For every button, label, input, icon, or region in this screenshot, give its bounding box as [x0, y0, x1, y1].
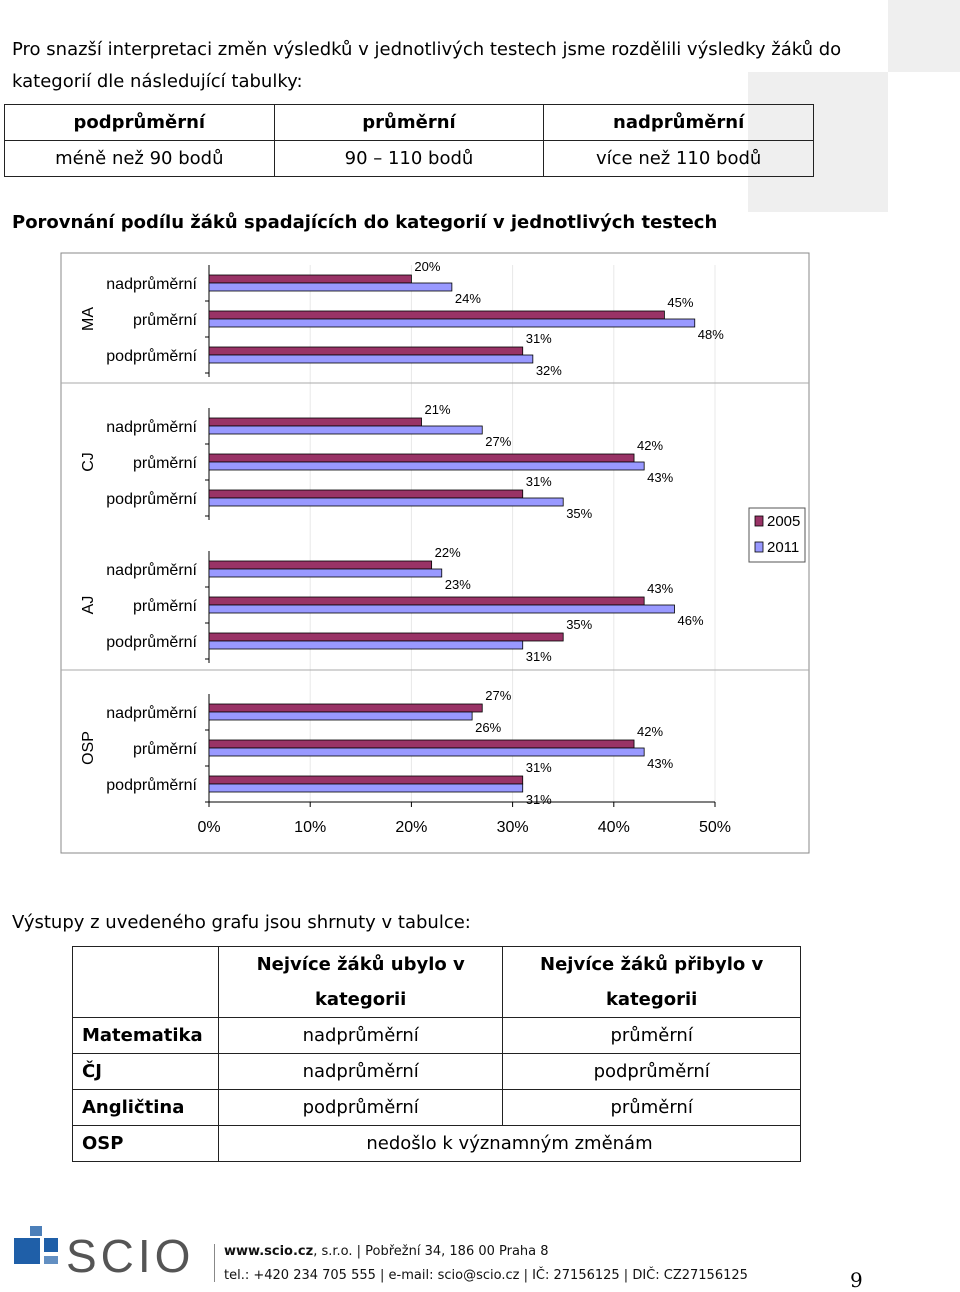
data-label-2005: 20% [414, 259, 441, 274]
x-tick-label: 40% [597, 819, 630, 836]
bar-2005 [209, 454, 634, 462]
table-cell: méně než 90 bodů [5, 141, 275, 177]
bar-2005 [209, 311, 664, 319]
group-label: AJ [80, 595, 97, 615]
bar-2011 [209, 605, 675, 613]
bar-2005 [209, 776, 523, 784]
x-tick-label: 20% [395, 819, 428, 836]
category-label: nadprůměrní [106, 419, 197, 436]
table-row [73, 947, 801, 1018]
bar-2005 [209, 633, 563, 641]
bar-2005 [209, 418, 422, 426]
table-row [73, 1018, 801, 1054]
table-corner-cell [73, 947, 219, 1018]
bar-2011 [209, 784, 523, 792]
footer-text [224, 1240, 748, 1288]
data-label-2011: 43% [647, 756, 674, 771]
bar-2011 [209, 462, 644, 470]
footer-company: , s.r.o. | Pobřežní 34, 186 00 Praha 8 [313, 1244, 549, 1259]
logo-text: SCIO [66, 1230, 195, 1282]
data-label-2005: 35% [566, 617, 593, 632]
table-cell: podprůměrní [503, 1054, 801, 1090]
category-label: nadprůměrní [106, 276, 197, 293]
data-label-2005: 21% [424, 402, 451, 417]
category-label: průměrní [132, 455, 197, 472]
data-label-2011: 35% [566, 506, 593, 521]
table-header-cell: průměrní [274, 105, 544, 141]
data-label-2011: 31% [525, 649, 552, 664]
table-cell: průměrní [503, 1018, 801, 1054]
decorative-square [888, 0, 960, 72]
bar-2011 [209, 498, 563, 506]
bar-2011 [209, 426, 482, 434]
data-label-2005: 31% [525, 331, 552, 346]
table-row [5, 141, 814, 177]
table-cell: nedošlo k významným změnám [219, 1126, 801, 1162]
table-cell: 90 – 110 bodů [274, 141, 544, 177]
x-tick-label: 10% [294, 819, 327, 836]
data-label-2011: 26% [475, 720, 502, 735]
legend-label: 2011 [767, 539, 800, 556]
category-label: průměrní [132, 741, 197, 758]
bar-2005 [209, 347, 523, 355]
table-row-label: ČJ [73, 1054, 219, 1090]
bar-2011 [209, 569, 442, 577]
bar-2005 [209, 275, 411, 283]
table-row-label: Angličtina [73, 1090, 219, 1126]
data-label-2005: 42% [637, 724, 664, 739]
data-label-2005: 31% [525, 474, 552, 489]
footer-divider [214, 1244, 215, 1282]
table-header-cell: Nejvíce žáků ubylo v kategorii [219, 947, 503, 1018]
legend-label: 2005 [767, 513, 801, 530]
group-label: MA [80, 307, 97, 331]
x-tick-label: 50% [698, 819, 732, 836]
bar-2005 [209, 490, 523, 498]
bar-chart [0, 240, 820, 860]
data-label-2011: 27% [485, 434, 512, 449]
bar-2011 [209, 355, 533, 363]
data-label-2005: 22% [434, 545, 461, 560]
footer-contact: tel.: +420 234 705 555 | e-mail: scio@scio.cz | IČ: 27156125 | DIČ: CZ27156125 [224, 1268, 748, 1283]
legend-swatch [755, 542, 763, 552]
data-label-2011: 46% [677, 613, 704, 628]
data-label-2005: 27% [485, 688, 512, 703]
category-label: nadprůměrní [106, 562, 197, 579]
bar-2011 [209, 319, 695, 327]
bar-2005 [209, 740, 634, 748]
legend-swatch [755, 516, 763, 526]
page-number: 9 [850, 1268, 863, 1292]
table-header-cell: nadprůměrní [544, 105, 814, 141]
table-header-cell: podprůměrní [5, 105, 275, 141]
table-cell: nadprůměrní [219, 1018, 503, 1054]
data-label-2011: 43% [647, 470, 674, 485]
table-row [5, 105, 814, 141]
data-label-2005: 45% [667, 295, 694, 310]
table-cell: nadprůměrní [219, 1054, 503, 1090]
table-row [73, 1126, 801, 1162]
category-label: podprůměrní [106, 491, 197, 508]
categories-table [4, 104, 814, 177]
chart-title: Porovnání podílu žáků spadajících do kategorií v jednotlivých testech [12, 212, 718, 233]
table-header-cell: Nejvíce žáků přibylo v kategorii [503, 947, 801, 1018]
bar-2011 [209, 283, 452, 291]
data-label-2011: 23% [444, 577, 471, 592]
category-label: podprůměrní [106, 777, 197, 794]
bar-2011 [209, 712, 472, 720]
bar-2011 [209, 748, 644, 756]
table-row [73, 1054, 801, 1090]
bar-2005 [209, 561, 432, 569]
table-row-label: Matematika [73, 1018, 219, 1054]
table-cell: více než 110 bodů [544, 141, 814, 177]
intro-paragraph [12, 34, 862, 98]
category-label: průměrní [132, 312, 197, 329]
intro-line: kategorií dle následující tabulky: [12, 71, 303, 92]
x-tick-label: 0% [197, 819, 221, 836]
bar-2005 [209, 597, 644, 605]
data-label-2011: 24% [454, 291, 481, 306]
intro-line: Pro snazší interpretaci změn výsledků v jednotlivých testech jsme rozdělili výsledky žáků do [12, 39, 842, 60]
table-row-label: OSP [73, 1126, 219, 1162]
x-tick-label: 30% [496, 819, 529, 836]
data-label-2011: 48% [697, 327, 724, 342]
category-label: průměrní [132, 598, 197, 615]
table-cell: podprůměrní [219, 1090, 503, 1126]
footer-website[interactable]: www.scio.cz [224, 1244, 314, 1259]
data-label-2011: 31% [525, 792, 552, 807]
data-label-2005: 42% [637, 438, 664, 453]
data-label-2011: 32% [535, 363, 562, 378]
bar-2011 [209, 641, 523, 649]
table-cell: průměrní [503, 1090, 801, 1126]
data-label-2005: 43% [647, 581, 674, 596]
data-label-2005: 31% [525, 760, 552, 775]
group-label: CJ [80, 452, 97, 472]
summary-table [72, 946, 801, 1162]
bar-2005 [209, 704, 482, 712]
category-label: podprůměrní [106, 348, 197, 365]
category-label: podprůměrní [106, 634, 197, 651]
group-label: OSP [80, 731, 97, 765]
table-row [73, 1090, 801, 1126]
summary-intro: Výstupy z uvedeného grafu jsou shrnuty v tabulce: [12, 912, 471, 933]
category-label: nadprůměrní [106, 705, 197, 722]
